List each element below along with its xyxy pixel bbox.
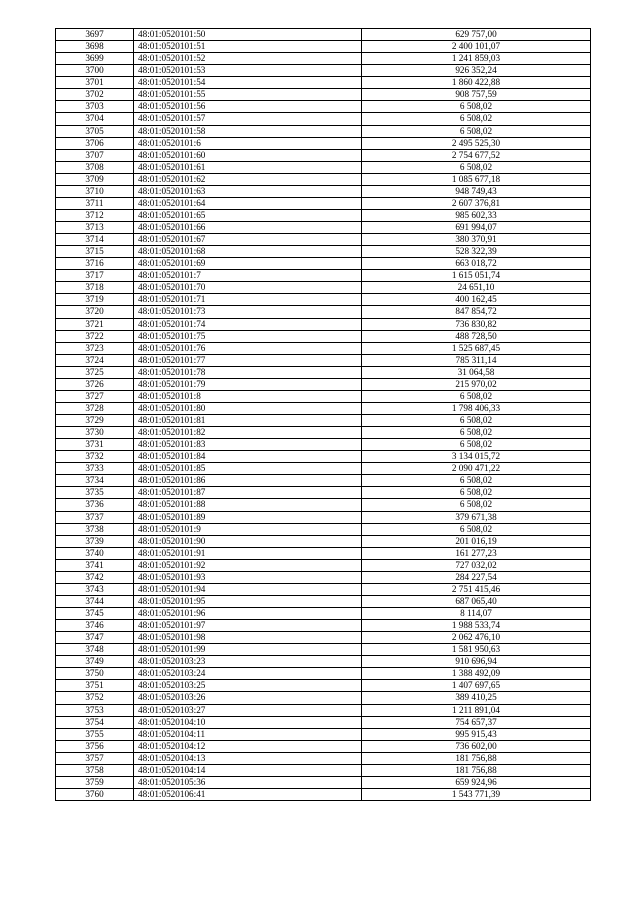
row-number-cell: 3701 (56, 77, 134, 89)
cadastral-number-cell: 48:01:0520101:75 (134, 330, 362, 342)
cadastral-number-cell: 48:01:0520101:86 (134, 475, 362, 487)
cadastral-number-cell: 48:01:0520101:74 (134, 318, 362, 330)
table-row (56, 209, 591, 221)
row-number-cell: 3744 (56, 595, 134, 607)
cadastral-value-cell: 908 757,59 (362, 89, 591, 101)
row-number-cell: 3708 (56, 161, 134, 173)
cadastral-number-cell: 48:01:0520104:12 (134, 740, 362, 752)
row-number-cell: 3750 (56, 668, 134, 680)
cadastral-value-cell: 161 277,23 (362, 547, 591, 559)
table-row (56, 234, 591, 246)
row-number-cell: 3709 (56, 173, 134, 185)
cadastral-number-cell: 48:01:0520101:83 (134, 439, 362, 451)
cadastral-value-cell: 663 018,72 (362, 258, 591, 270)
cadastral-value-cell: 528 322,39 (362, 246, 591, 258)
cadastral-number-cell: 48:01:0520103:27 (134, 704, 362, 716)
row-number-cell: 3725 (56, 366, 134, 378)
cadastral-value-cell: 736 830,82 (362, 318, 591, 330)
row-number-cell: 3705 (56, 125, 134, 137)
cadastral-number-cell: 48:01:0520104:10 (134, 716, 362, 728)
row-number-cell: 3726 (56, 378, 134, 390)
cadastral-value-cell: 6 508,02 (362, 101, 591, 113)
row-number-cell: 3757 (56, 752, 134, 764)
row-number-cell: 3747 (56, 632, 134, 644)
cadastral-value-cell: 284 227,54 (362, 571, 591, 583)
table-row (56, 282, 591, 294)
table-row (56, 149, 591, 161)
cadastral-number-cell: 48:01:0520101:93 (134, 571, 362, 583)
cadastral-value-cell: 6 508,02 (362, 499, 591, 511)
cadastral-value-cell: 1 860 422,88 (362, 77, 591, 89)
row-number-cell: 3715 (56, 246, 134, 258)
cadastral-number-cell: 48:01:0520101:64 (134, 197, 362, 209)
row-number-cell: 3713 (56, 222, 134, 234)
table-body (56, 29, 591, 801)
cadastral-number-cell: 48:01:0520101:55 (134, 89, 362, 101)
table-row (56, 29, 591, 41)
table-row (56, 65, 591, 77)
cadastral-number-cell: 48:01:0520103:23 (134, 656, 362, 668)
row-number-cell: 3739 (56, 535, 134, 547)
cadastral-number-cell: 48:01:0520101:62 (134, 173, 362, 185)
cadastral-number-cell: 48:01:0520101:85 (134, 463, 362, 475)
cadastral-number-cell: 48:01:0520101:97 (134, 620, 362, 632)
table-row (56, 752, 591, 764)
cadastral-number-cell: 48:01:0520101:52 (134, 53, 362, 65)
cadastral-number-cell: 48:01:0520101:92 (134, 559, 362, 571)
table-row (56, 595, 591, 607)
table-row (56, 53, 591, 65)
cadastral-value-cell: 181 756,88 (362, 752, 591, 764)
cadastral-value-cell: 727 032,02 (362, 559, 591, 571)
table-row (56, 704, 591, 716)
row-number-cell: 3714 (56, 234, 134, 246)
table-row (56, 161, 591, 173)
cadastral-value-cell: 6 508,02 (362, 415, 591, 427)
cadastral-value-cell: 985 602,33 (362, 209, 591, 221)
row-number-cell: 3706 (56, 137, 134, 149)
row-number-cell: 3740 (56, 547, 134, 559)
cadastral-number-cell: 48:01:0520101:58 (134, 125, 362, 137)
table-row (56, 728, 591, 740)
row-number-cell: 3711 (56, 197, 134, 209)
cadastral-value-cell: 2 090 471,22 (362, 463, 591, 475)
cadastral-number-cell: 48:01:0520101:79 (134, 378, 362, 390)
row-number-cell: 3717 (56, 270, 134, 282)
row-number-cell: 3753 (56, 704, 134, 716)
row-number-cell: 3697 (56, 29, 134, 41)
cadastral-value-cell: 6 508,02 (362, 125, 591, 137)
cadastral-value-cell: 181 756,88 (362, 764, 591, 776)
row-number-cell: 3719 (56, 294, 134, 306)
row-number-cell: 3734 (56, 475, 134, 487)
row-number-cell: 3721 (56, 318, 134, 330)
cadastral-value-cell: 691 994,07 (362, 222, 591, 234)
row-number-cell: 3712 (56, 209, 134, 221)
row-number-cell: 3703 (56, 101, 134, 113)
cadastral-number-cell: 48:01:0520101:80 (134, 402, 362, 414)
table-row (56, 487, 591, 499)
row-number-cell: 3756 (56, 740, 134, 752)
row-number-cell: 3702 (56, 89, 134, 101)
row-number-cell: 3733 (56, 463, 134, 475)
table-row (56, 511, 591, 523)
row-number-cell: 3736 (56, 499, 134, 511)
cadastral-value-cell: 1 798 406,33 (362, 402, 591, 414)
cadastral-value-cell: 847 854,72 (362, 306, 591, 318)
table-row (56, 415, 591, 427)
row-number-cell: 3699 (56, 53, 134, 65)
cadastral-value-cell: 754 657,37 (362, 716, 591, 728)
cadastral-number-cell: 48:01:0520101:51 (134, 41, 362, 53)
cadastral-number-cell: 48:01:0520101:96 (134, 608, 362, 620)
cadastral-value-cell: 2 400 101,07 (362, 41, 591, 53)
cadastral-value-cell: 659 924,96 (362, 776, 591, 788)
table-row (56, 788, 591, 800)
table-row (56, 608, 591, 620)
cadastral-value-cell: 948 749,43 (362, 185, 591, 197)
table-row (56, 644, 591, 656)
cadastral-value-cell: 1 615 051,74 (362, 270, 591, 282)
cadastral-value-cell: 215 970,02 (362, 378, 591, 390)
cadastral-number-cell: 48:01:0520101:9 (134, 523, 362, 535)
row-number-cell: 3754 (56, 716, 134, 728)
table-row (56, 583, 591, 595)
row-number-cell: 3698 (56, 41, 134, 53)
cadastral-number-cell: 48:01:0520101:84 (134, 451, 362, 463)
cadastral-value-cell: 1 543 771,39 (362, 788, 591, 800)
table-row (56, 668, 591, 680)
table-row (56, 318, 591, 330)
cadastral-value-cell: 2 607 376,81 (362, 197, 591, 209)
cadastral-value-cell: 31 064,58 (362, 366, 591, 378)
cadastral-value-cell: 201 016,19 (362, 535, 591, 547)
row-number-cell: 3716 (56, 258, 134, 270)
table-row (56, 77, 591, 89)
row-number-cell: 3729 (56, 415, 134, 427)
row-number-cell: 3722 (56, 330, 134, 342)
table-row (56, 41, 591, 53)
cadastral-number-cell: 48:01:0520101:7 (134, 270, 362, 282)
cadastral-value-cell: 1 407 697,65 (362, 680, 591, 692)
row-number-cell: 3741 (56, 559, 134, 571)
cadastral-value-cell: 8 114,07 (362, 608, 591, 620)
cadastral-value-cell: 1 581 950,63 (362, 644, 591, 656)
row-number-cell: 3742 (56, 571, 134, 583)
cadastral-number-cell: 48:01:0520101:60 (134, 149, 362, 161)
cadastral-value-cell: 389 410,25 (362, 692, 591, 704)
table-row (56, 776, 591, 788)
cadastral-value-cell: 488 728,50 (362, 330, 591, 342)
cadastral-number-cell: 48:01:0520101:71 (134, 294, 362, 306)
cadastral-value-cell: 736 602,00 (362, 740, 591, 752)
table-row (56, 258, 591, 270)
row-number-cell: 3751 (56, 680, 134, 692)
table-row (56, 740, 591, 752)
row-number-cell: 3707 (56, 149, 134, 161)
cadastral-number-cell: 48:01:0520101:95 (134, 595, 362, 607)
cadastral-number-cell: 48:01:0520101:53 (134, 65, 362, 77)
row-number-cell: 3724 (56, 354, 134, 366)
cadastral-value-cell: 1 211 891,04 (362, 704, 591, 716)
cadastral-value-cell: 995 915,43 (362, 728, 591, 740)
cadastral-value-cell: 6 508,02 (362, 161, 591, 173)
cadastral-number-cell: 48:01:0520103:25 (134, 680, 362, 692)
table-row (56, 571, 591, 583)
cadastral-number-cell: 48:01:0520101:61 (134, 161, 362, 173)
cadastral-value-cell: 1 988 533,74 (362, 620, 591, 632)
row-number-cell: 3743 (56, 583, 134, 595)
cadastral-number-cell: 48:01:0520101:8 (134, 390, 362, 402)
cadastral-number-cell: 48:01:0520101:6 (134, 137, 362, 149)
table-row (56, 378, 591, 390)
table-row (56, 366, 591, 378)
row-number-cell: 3745 (56, 608, 134, 620)
row-number-cell: 3704 (56, 113, 134, 125)
cadastral-number-cell: 48:01:0520101:66 (134, 222, 362, 234)
cadastral-number-cell: 48:01:0520101:73 (134, 306, 362, 318)
row-number-cell: 3728 (56, 402, 134, 414)
cadastral-number-cell: 48:01:0520103:26 (134, 692, 362, 704)
cadastral-value-cell: 785 311,14 (362, 354, 591, 366)
table-row (56, 185, 591, 197)
table-row (56, 475, 591, 487)
cadastral-value-cell: 629 757,00 (362, 29, 591, 41)
cadastral-value-cell: 2 062 476,10 (362, 632, 591, 644)
table-row (56, 620, 591, 632)
cadastral-value-cell: 6 508,02 (362, 487, 591, 499)
table-row (56, 137, 591, 149)
cadastral-value-cell: 2 751 415,46 (362, 583, 591, 595)
row-number-cell: 3758 (56, 764, 134, 776)
row-number-cell: 3700 (56, 65, 134, 77)
table-row (56, 656, 591, 668)
cadastral-number-cell: 48:01:0520101:56 (134, 101, 362, 113)
table-row (56, 559, 591, 571)
table-row (56, 716, 591, 728)
cadastral-number-cell: 48:01:0520101:89 (134, 511, 362, 523)
cadastral-value-cell: 6 508,02 (362, 475, 591, 487)
cadastral-number-cell: 48:01:0520101:88 (134, 499, 362, 511)
row-number-cell: 3718 (56, 282, 134, 294)
cadastral-number-cell: 48:01:0520106:41 (134, 788, 362, 800)
document-page (55, 28, 590, 801)
table-row (56, 125, 591, 137)
cadastral-number-cell: 48:01:0520101:82 (134, 427, 362, 439)
table-row (56, 402, 591, 414)
cadastral-value-cell: 6 508,02 (362, 113, 591, 125)
cadastral-number-cell: 48:01:0520101:63 (134, 185, 362, 197)
row-number-cell: 3731 (56, 439, 134, 451)
table-row (56, 632, 591, 644)
row-number-cell: 3723 (56, 342, 134, 354)
table-row (56, 547, 591, 559)
row-number-cell: 3735 (56, 487, 134, 499)
cadastral-number-cell: 48:01:0520101:68 (134, 246, 362, 258)
table-row (56, 294, 591, 306)
table-row (56, 535, 591, 547)
table-row (56, 246, 591, 258)
cadastral-value-cell: 1 525 687,45 (362, 342, 591, 354)
row-number-cell: 3752 (56, 692, 134, 704)
cadastral-number-cell: 48:01:0520105:36 (134, 776, 362, 788)
table-row (56, 330, 591, 342)
table-row (56, 390, 591, 402)
row-number-cell: 3737 (56, 511, 134, 523)
row-number-cell: 3710 (56, 185, 134, 197)
cadastral-value-cell: 687 065,40 (362, 595, 591, 607)
row-number-cell: 3759 (56, 776, 134, 788)
cadastral-number-cell: 48:01:0520101:99 (134, 644, 362, 656)
table-row (56, 451, 591, 463)
table-row (56, 197, 591, 209)
table-row (56, 342, 591, 354)
table-row (56, 222, 591, 234)
table-row (56, 764, 591, 776)
table-row (56, 89, 591, 101)
cadastral-value-cell: 1 085 677,18 (362, 173, 591, 185)
row-number-cell: 3727 (56, 390, 134, 402)
row-number-cell: 3738 (56, 523, 134, 535)
table-row (56, 439, 591, 451)
row-number-cell: 3760 (56, 788, 134, 800)
table-row (56, 354, 591, 366)
cadastral-number-cell: 48:01:0520101:81 (134, 415, 362, 427)
table-row (56, 680, 591, 692)
cadastral-value-table (55, 28, 591, 801)
cadastral-value-cell: 24 651,10 (362, 282, 591, 294)
row-number-cell: 3746 (56, 620, 134, 632)
cadastral-value-cell: 379 671,38 (362, 511, 591, 523)
cadastral-number-cell: 48:01:0520101:70 (134, 282, 362, 294)
cadastral-value-cell: 926 352,24 (362, 65, 591, 77)
cadastral-number-cell: 48:01:0520101:77 (134, 354, 362, 366)
cadastral-value-cell: 6 508,02 (362, 439, 591, 451)
cadastral-value-cell: 1 241 859,03 (362, 53, 591, 65)
cadastral-value-cell: 3 134 015,72 (362, 451, 591, 463)
table-row (56, 499, 591, 511)
row-number-cell: 3720 (56, 306, 134, 318)
cadastral-value-cell: 6 508,02 (362, 390, 591, 402)
cadastral-number-cell: 48:01:0520101:90 (134, 535, 362, 547)
table-row (56, 101, 591, 113)
cadastral-value-cell: 2 754 677,52 (362, 149, 591, 161)
table-row (56, 113, 591, 125)
cadastral-number-cell: 48:01:0520101:57 (134, 113, 362, 125)
table-row (56, 306, 591, 318)
cadastral-value-cell: 6 508,02 (362, 427, 591, 439)
row-number-cell: 3755 (56, 728, 134, 740)
row-number-cell: 3749 (56, 656, 134, 668)
cadastral-number-cell: 48:01:0520101:50 (134, 29, 362, 41)
cadastral-number-cell: 48:01:0520104:13 (134, 752, 362, 764)
cadastral-number-cell: 48:01:0520101:54 (134, 77, 362, 89)
cadastral-number-cell: 48:01:0520101:91 (134, 547, 362, 559)
cadastral-value-cell: 1 388 492,09 (362, 668, 591, 680)
cadastral-number-cell: 48:01:0520101:65 (134, 209, 362, 221)
cadastral-number-cell: 48:01:0520103:24 (134, 668, 362, 680)
table-row (56, 463, 591, 475)
table-row (56, 173, 591, 185)
cadastral-value-cell: 2 495 525,30 (362, 137, 591, 149)
cadastral-value-cell: 380 370,91 (362, 234, 591, 246)
cadastral-number-cell: 48:01:0520104:11 (134, 728, 362, 740)
cadastral-value-cell: 910 696,94 (362, 656, 591, 668)
cadastral-number-cell: 48:01:0520101:98 (134, 632, 362, 644)
table-row (56, 427, 591, 439)
cadastral-number-cell: 48:01:0520101:87 (134, 487, 362, 499)
cadastral-number-cell: 48:01:0520101:76 (134, 342, 362, 354)
cadastral-number-cell: 48:01:0520101:94 (134, 583, 362, 595)
cadastral-number-cell: 48:01:0520101:67 (134, 234, 362, 246)
cadastral-value-cell: 6 508,02 (362, 523, 591, 535)
cadastral-value-cell: 400 162,45 (362, 294, 591, 306)
row-number-cell: 3732 (56, 451, 134, 463)
table-row (56, 270, 591, 282)
row-number-cell: 3730 (56, 427, 134, 439)
cadastral-number-cell: 48:01:0520104:14 (134, 764, 362, 776)
table-row (56, 692, 591, 704)
row-number-cell: 3748 (56, 644, 134, 656)
table-row (56, 523, 591, 535)
cadastral-number-cell: 48:01:0520101:69 (134, 258, 362, 270)
cadastral-number-cell: 48:01:0520101:78 (134, 366, 362, 378)
